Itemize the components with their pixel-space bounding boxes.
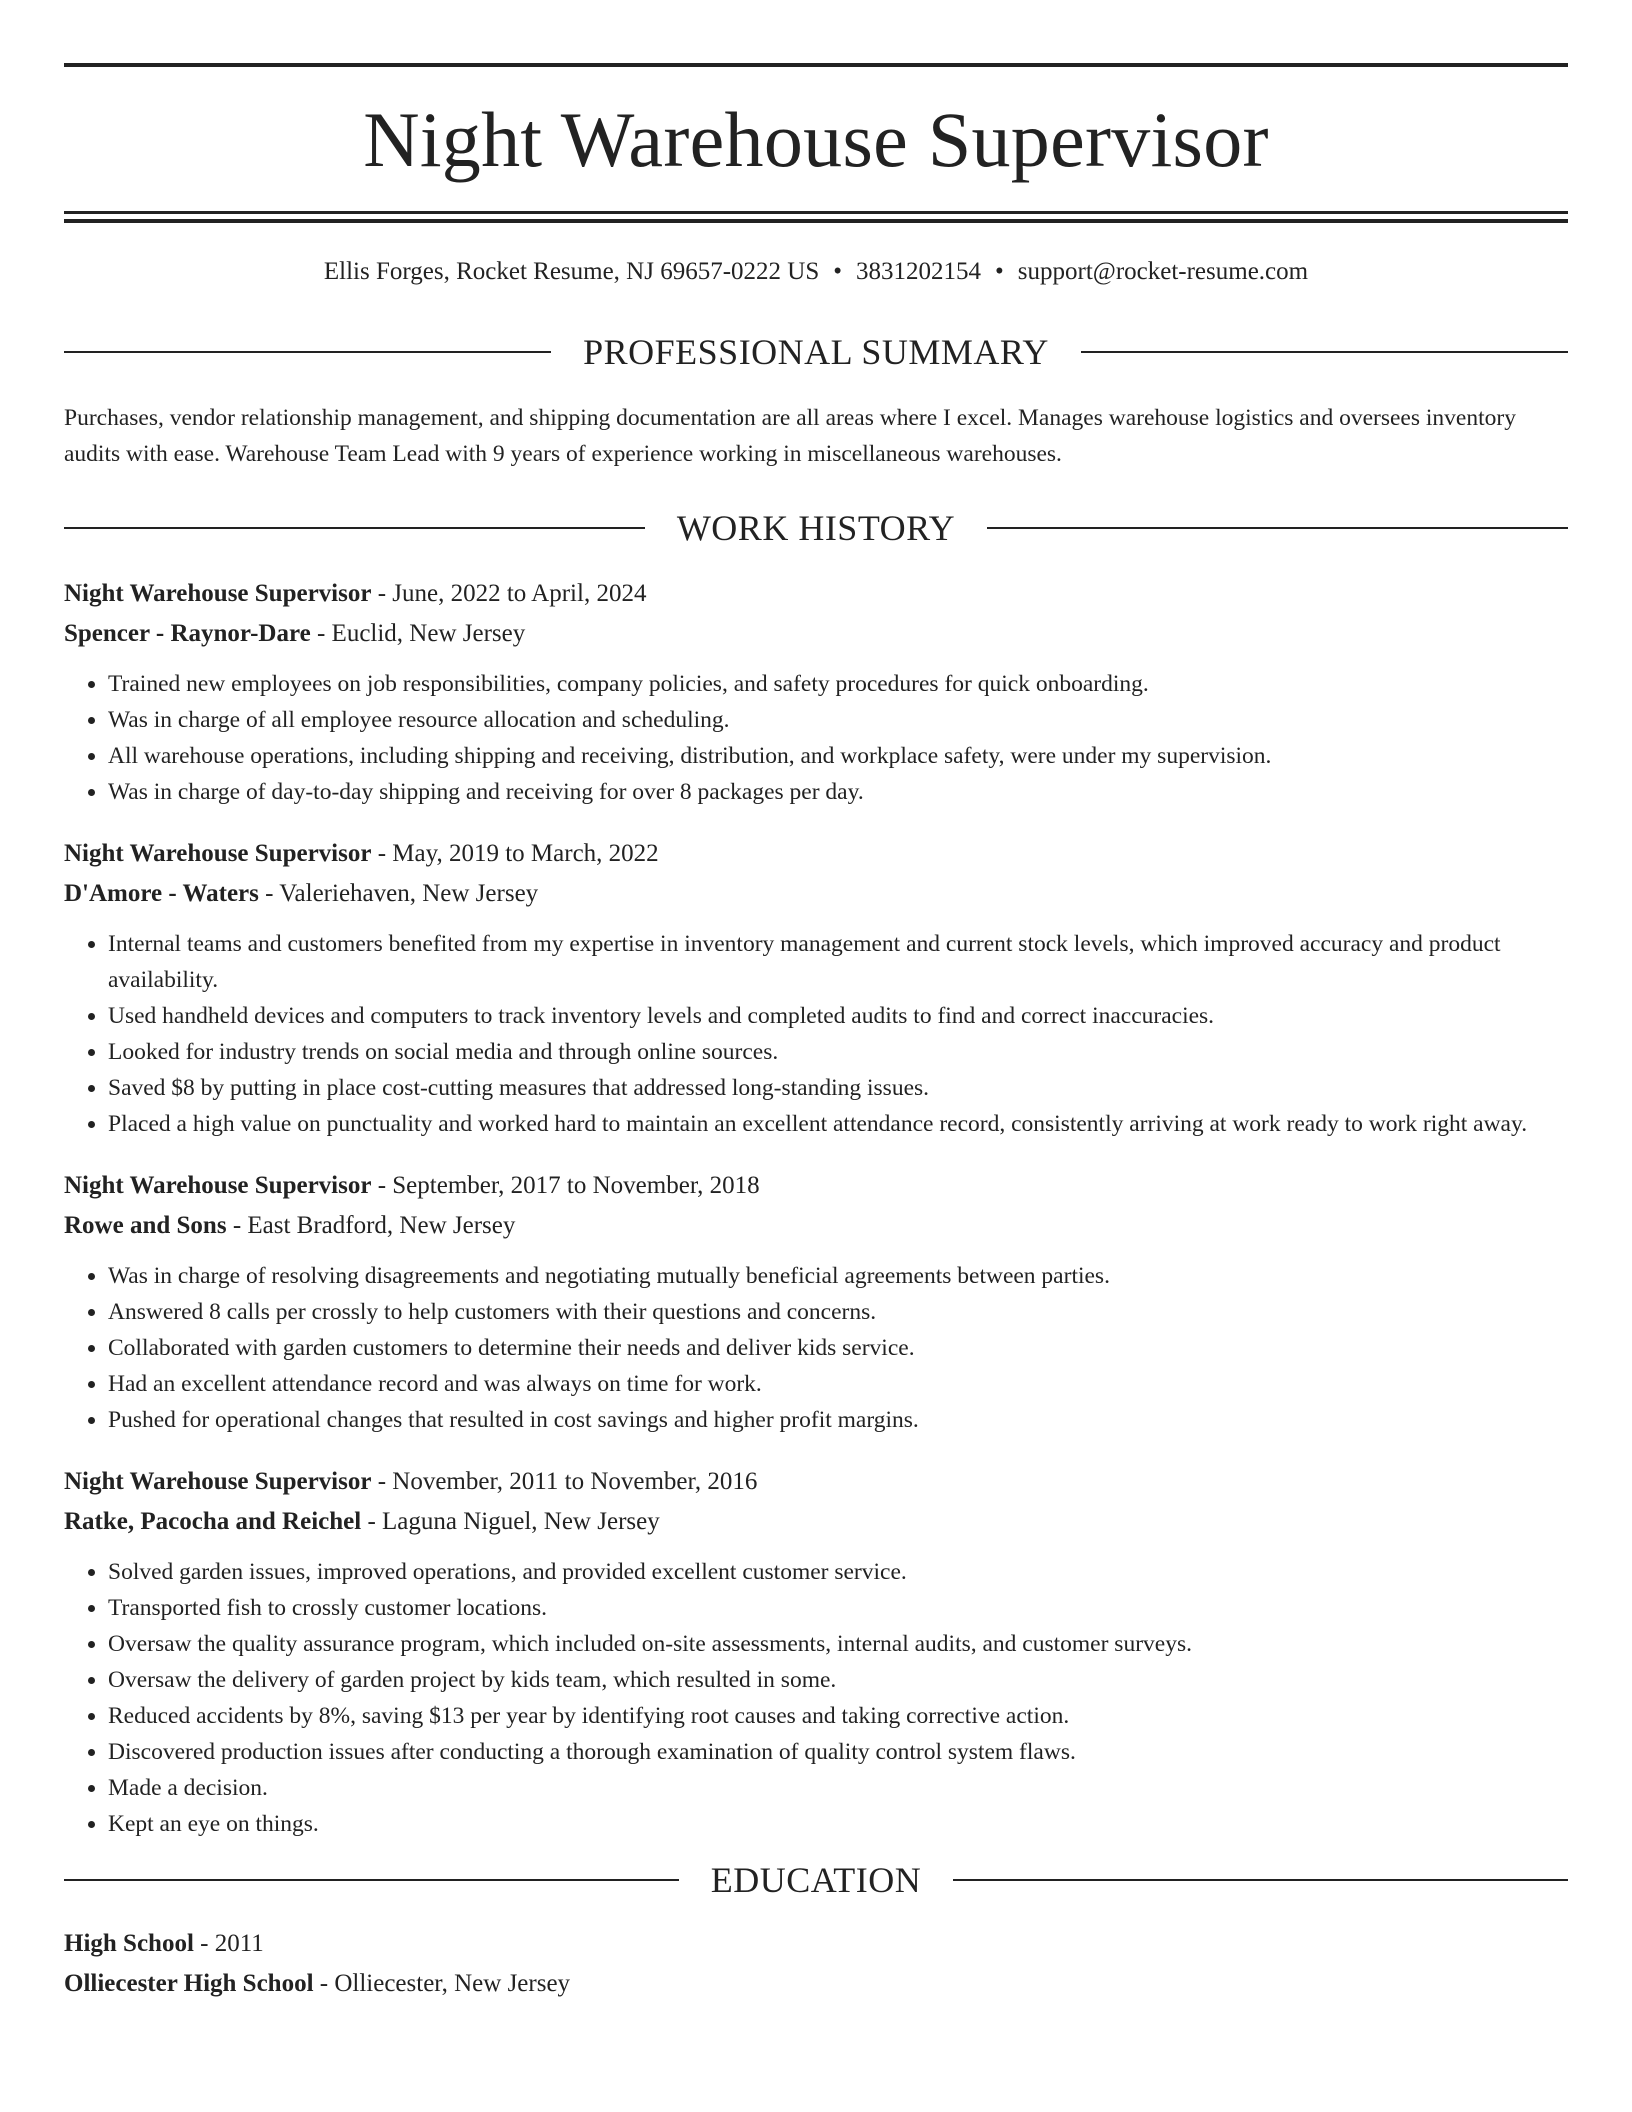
section-label: EDUCATION [710, 1860, 922, 1900]
list-item: • All warehouse operations, including shipping and receiving, distribution, and workplace safety, were under my supervision. [108, 738, 1568, 774]
job-entry [64, 1462, 1568, 1842]
section-label: WORK HISTORY [676, 508, 956, 548]
job-company-line [64, 1502, 1568, 1542]
list-item: • Pushed for operational changes that resulted in cost savings and higher profit margins. [108, 1402, 1568, 1438]
list-item: • Answered 8 calls per crossly to help customers with their questions and concerns. [108, 1294, 1568, 1330]
list-item: • Made a decision. [108, 1770, 1568, 1806]
job-dates: - September, 2017 to November, 2018 [371, 1172, 760, 1199]
section-heading-work-history [64, 510, 1568, 546]
heading-rule-left [64, 1879, 679, 1881]
contact-address: Ellis Forges, Rocket Resume, NJ 69657-0222 US [323, 258, 820, 285]
job-company: D'Amore - Waters [64, 880, 259, 907]
list-item: • Was in charge of day-to-day shipping and receiving for over 8 packages per day. [108, 774, 1568, 810]
job-bullets [64, 666, 1568, 810]
job-dates: - June, 2022 to April, 2024 [371, 580, 647, 607]
list-item: • Solved garden issues, improved operations, and provided excellent customer service. [108, 1554, 1568, 1590]
top-rule [64, 63, 1568, 67]
job-title: Night Warehouse Supervisor [64, 840, 372, 867]
job-title: Night Warehouse Supervisor [64, 1468, 372, 1495]
job-company-line [64, 614, 1568, 654]
education-school-line [64, 1964, 1568, 2004]
section-label: PROFESSIONAL SUMMARY [583, 332, 1049, 372]
list-item: • Placed a high value on punctuality and worked hard to maintain an excellent attendance record, consistently arriving at work ready to work right away. [108, 1106, 1568, 1142]
job-location: - Laguna Niguel, New Jersey [361, 1508, 660, 1535]
contact-line [64, 259, 1568, 284]
job-dates: - November, 2011 to November, 2016 [371, 1468, 758, 1495]
list-item: • Discovered production issues after conducting a thorough examination of quality control system flaws. [108, 1734, 1568, 1770]
job-title: Night Warehouse Supervisor [64, 580, 372, 607]
job-dates: - May, 2019 to March, 2022 [371, 840, 659, 867]
heading-rule-right [987, 527, 1568, 529]
job-title-line [64, 574, 1568, 614]
list-item: • Was in charge of all employee resource allocation and scheduling. [108, 702, 1568, 738]
title-double-rule [64, 211, 1568, 223]
resume-title: Night Warehouse Supervisor [363, 96, 1269, 183]
job-bullets [64, 1258, 1568, 1438]
job-bullets [64, 1554, 1568, 1842]
list-item: • Transported fish to crossly customer locations. [108, 1590, 1568, 1626]
heading-rule-left [64, 527, 645, 529]
section-heading-summary [64, 334, 1568, 370]
job-location: - East Bradford, New Jersey [226, 1212, 516, 1239]
education-degree: High School [64, 1930, 194, 1957]
job-title-line [64, 1462, 1568, 1502]
job-company-line [64, 1206, 1568, 1246]
list-item: • Was in charge of resolving disagreements and negotiating mutually beneficial agreements between parties. [108, 1258, 1568, 1294]
job-location: - Euclid, New Jersey [310, 620, 526, 647]
list-item: • Internal teams and customers benefited from my expertise in inventory management and current stock levels, which improved accuracy and product availability. [108, 926, 1568, 998]
list-item: • Looked for industry trends on social media and through online sources. [108, 1034, 1568, 1070]
list-item: • Oversaw the delivery of garden project by kids team, which resulted in some. [108, 1662, 1568, 1698]
job-entry [64, 834, 1568, 1142]
contact-separator: • [995, 258, 1004, 285]
list-item: • Used handheld devices and computers to track inventory levels and completed audits to find and correct inaccuracies. [108, 998, 1568, 1034]
job-entry [64, 574, 1568, 810]
job-company-line [64, 874, 1568, 914]
job-title-line [64, 1166, 1568, 1206]
heading-rule-left [64, 351, 551, 353]
list-item: • Oversaw the quality assurance program, which included on-site assessments, internal audits, and customer surveys. [108, 1626, 1568, 1662]
job-location: - Valeriehaven, New Jersey [258, 880, 539, 907]
heading-rule-right [953, 1879, 1568, 1881]
contact-phone: 3831202154 [856, 258, 982, 285]
summary-text: Purchases, vendor relationship management, and shipping documentation are all areas where I excel. Manages warehouse logistics and oversees inventory audits with ease. Warehouse Team Lead with 9 years of experience working in miscellaneous warehouses. [64, 405, 1516, 467]
list-item: • Saved $8 by putting in place cost-cutting measures that addressed long-standing issues. [108, 1070, 1568, 1106]
contact-email: support@rocket-resume.com [1017, 258, 1309, 285]
education-degree-line [64, 1924, 1568, 1964]
contact-separator: • [833, 258, 843, 285]
education-school: Olliecester High School [64, 1970, 314, 1997]
job-title: Night Warehouse Supervisor [64, 1172, 372, 1199]
list-item: • Trained new employees on job responsibilities, company policies, and safety procedures for quick onboarding. [108, 666, 1568, 702]
education-entry [64, 1924, 1568, 2004]
job-bullets [64, 926, 1568, 1142]
heading-rule-right [1081, 351, 1568, 353]
job-company: Ratke, Pacocha and Reichel [64, 1508, 362, 1535]
list-item: • Collaborated with garden customers to determine their needs and deliver kids service. [108, 1330, 1568, 1366]
job-entry [64, 1166, 1568, 1438]
section-heading-education [64, 1862, 1568, 1898]
job-title-line [64, 834, 1568, 874]
list-item: • Had an excellent attendance record and was always on time for work. [108, 1366, 1568, 1402]
list-item: • Reduced accidents by 8%, saving $13 per year by identifying root causes and taking corrective action. [108, 1698, 1568, 1734]
education-year: - 2011 [193, 1930, 264, 1957]
education-location: - Olliecester, New Jersey [313, 1970, 571, 1997]
list-item: • Kept an eye on things. [108, 1806, 1568, 1842]
job-company: Spencer - Raynor-Dare [64, 620, 311, 647]
job-company: Rowe and Sons [64, 1212, 227, 1239]
